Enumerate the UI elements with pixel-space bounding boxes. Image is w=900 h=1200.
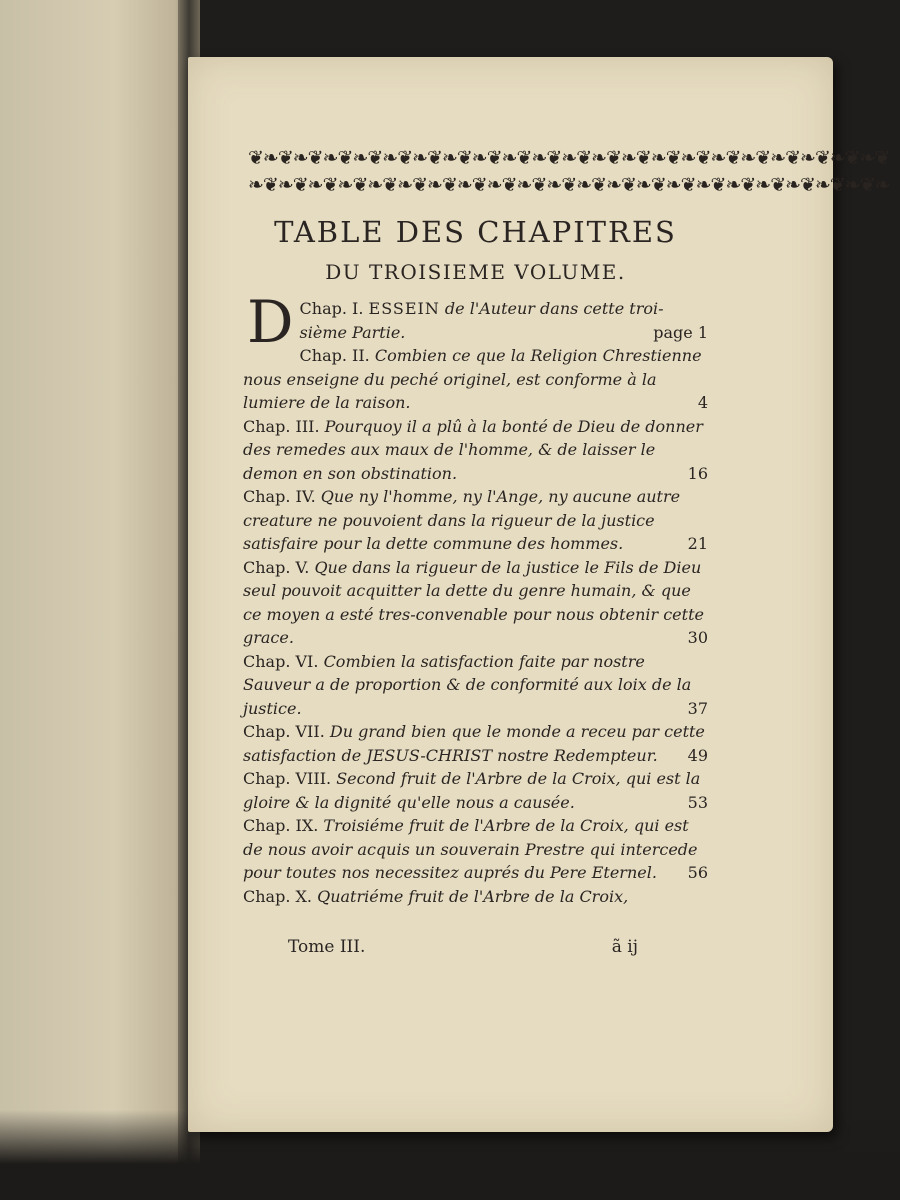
- chapter-text: Que ny l'homme, ny l'Ange, ny aucune autre creature ne pouvoient dans la rigueur de la justice satisfaire pour la dette commune des hommes.: [243, 487, 681, 553]
- chapter-label: Chap. VII.: [243, 722, 325, 741]
- chapter-text: Pourquoy il a plû à la bonté de Dieu de donner des remedes aux maux de l'homme, & de laisser le demon en son obstination.: [243, 416, 703, 483]
- ornament-band: ❦❧❦❧❦❧❦❧❦❧❦❧❦❧❦❧❦❧❦❧❦❧❦❧❦❧❦❧❦❧❦❧❦❧❦❧❦❧❦❧❦❧❦ ❧❦❧❦❧❦❧❦❧❦❧❦❧❦❧❦❧❦❧❦❧❦❧❦❧❦❧❦❧❦❧❦❧❦❧❦❧❦❧❦❧❦❧: [248, 147, 890, 196]
- page-number: 4: [697, 393, 708, 412]
- drop-cap: D: [247, 288, 294, 356]
- chapter-label: Chap. I.: [299, 299, 364, 318]
- chapter-text: Combien la satisfaction faite par nostre Sauveur a de proportion & de conformité aux loix de la justice.: [243, 651, 692, 718]
- chapter-label: Chap. V.: [243, 557, 310, 577]
- toc-entry: [243, 415, 708, 486]
- page-number: 49: [687, 745, 708, 765]
- page-number: 37: [687, 698, 708, 718]
- chapter-text: de l'Auteur dans cette troi-sième Partie.: [299, 299, 664, 342]
- page-number: 16: [687, 463, 708, 483]
- chapter-label: Chap. IX.: [243, 816, 319, 835]
- chapter-label: Chap. IV.: [243, 487, 316, 506]
- toc-entry: [243, 556, 708, 650]
- chapter-label: Chap. X.: [243, 886, 312, 906]
- toc-entry: [243, 885, 708, 909]
- page-number: 56: [687, 863, 708, 882]
- chapter-label: Chap. VI.: [243, 651, 319, 671]
- chapter-text: Second fruit de l'Arbre de la Croix, qui est la gloire & la dignité qu'elle nous a causée.: [243, 769, 701, 812]
- toc-entry: [243, 344, 708, 415]
- page-number: 53: [687, 792, 708, 812]
- chapter-text: Que dans la rigueur de la justice le Fils de Dieu seul pouvoit acquitter la dette du genre humain, & que ce moyen a esté tres-convenable pour nous obtenir cette grace.: [243, 557, 704, 647]
- toc-entry: [243, 767, 708, 814]
- page-subtitle: DU TROISIEME VOLUME.: [325, 260, 626, 284]
- chapter-text: Troisiéme fruit de l'Arbre de la Croix, qui est de nous avoir acquis un souverain Prestre qui intercede pour toutes nos necessitez auprés du Pere Eternel.: [243, 816, 698, 882]
- chapter-text: Du grand bien que le monde a receu par cette satisfaction de JESUS-CHRIST nostre Redempteur.: [243, 722, 705, 765]
- volume-label: Tome III.: [288, 937, 366, 957]
- toc-entry: [243, 485, 708, 556]
- left-page-edge: [0, 0, 190, 1200]
- page-number: page 1: [653, 322, 708, 342]
- toc-entry: [243, 650, 708, 721]
- toc-entry: [243, 814, 708, 885]
- chapter-lead: ESSEIN: [368, 299, 440, 318]
- chapter-label: Chap. VIII.: [243, 769, 332, 788]
- signature-mark: ã ij: [611, 937, 638, 957]
- page-footer: [288, 937, 638, 957]
- chapter-text: Quatriéme fruit de l'Arbre de la Croix,: [317, 886, 629, 906]
- page-number: 30: [687, 628, 708, 647]
- chapter-label: Chap. III.: [243, 416, 320, 436]
- page-number: 21: [687, 534, 708, 553]
- book-page: [188, 57, 890, 1132]
- chapter-text: Combien ce que la Religion Chrestienne nous enseigne du peché originel, est conforme à la lumiere de la raison.: [243, 346, 702, 412]
- chapter-label: Chap. II.: [299, 346, 370, 365]
- page-title: TABLE DES CHAPITRES: [274, 215, 677, 249]
- table-of-contents: [243, 288, 708, 908]
- toc-entry: [243, 720, 708, 767]
